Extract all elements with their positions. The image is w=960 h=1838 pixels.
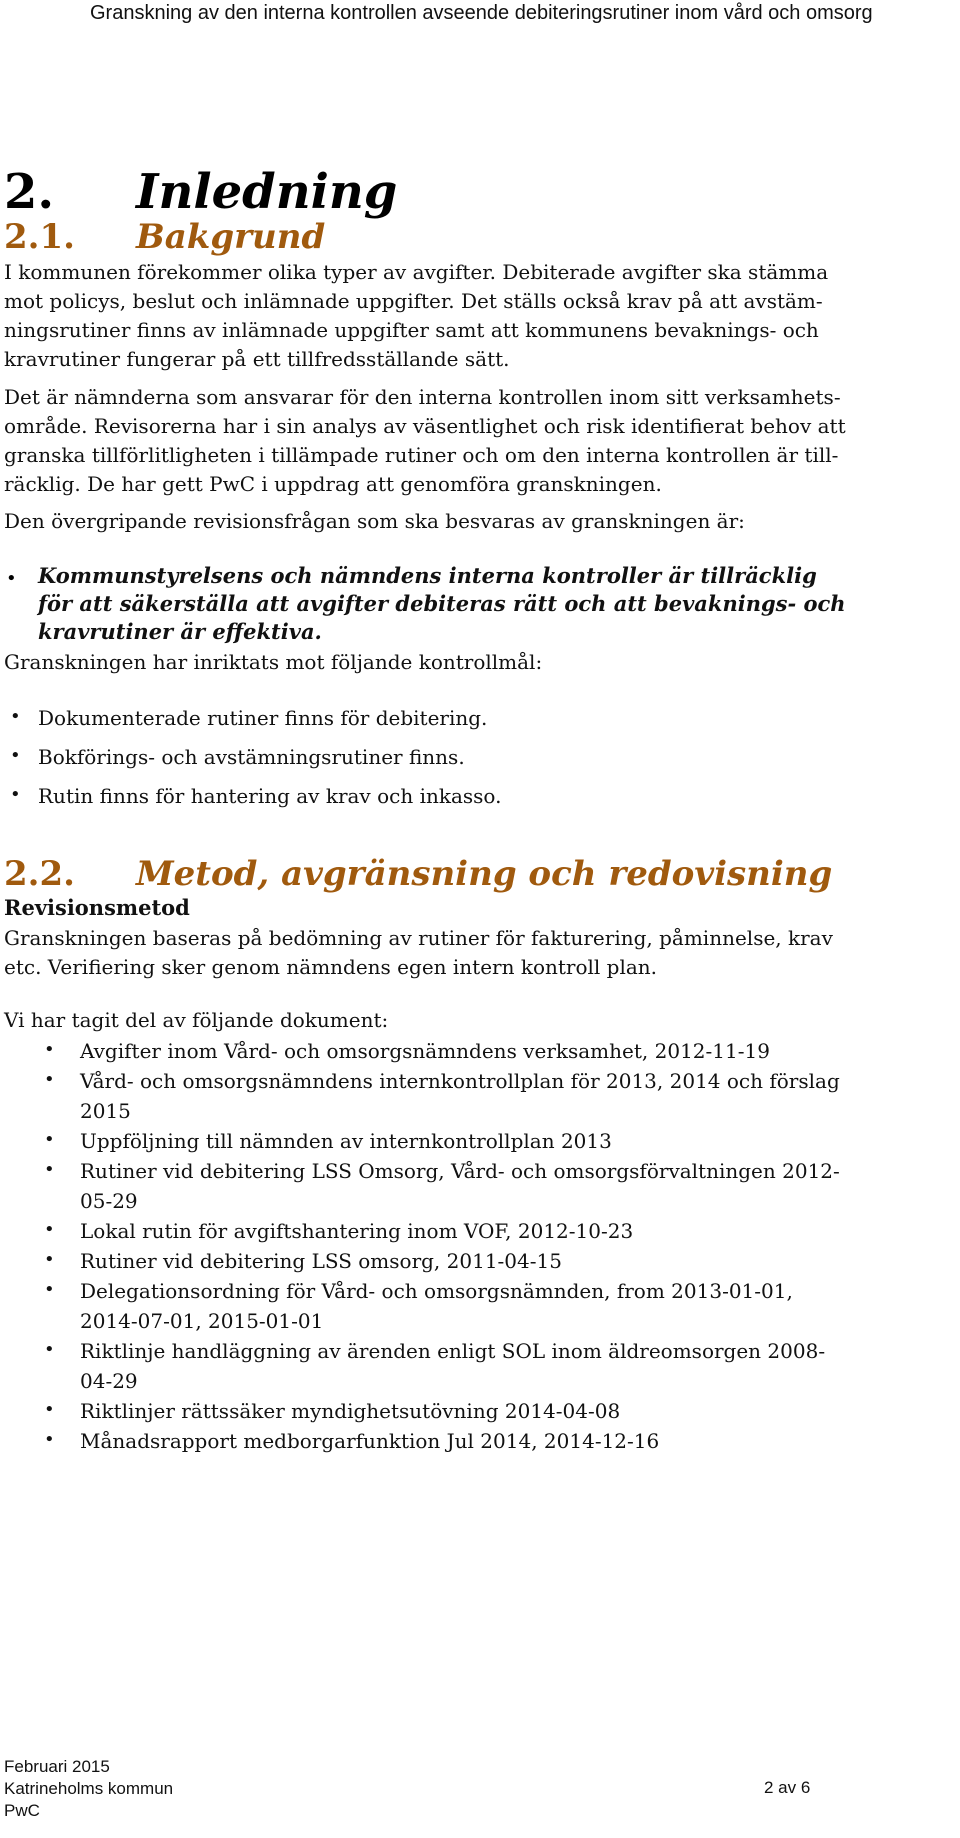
bullet-icon: • <box>44 1069 55 1090</box>
bullet-icon: • <box>6 568 17 589</box>
section-number: 2.2. <box>4 854 75 894</box>
footer-company: PwC <box>4 1801 40 1820</box>
audit-question-text: Kommunstyrelsens och nämndens interna kontroller är tillräcklig för att säkerställa att avgifter debiteras rätt och att bevaknings- och kravrutiner är effektiva. <box>38 563 846 644</box>
section-heading-bakgrund <box>4 217 326 257</box>
paragraph-audit-question-intro: Den övergripande revisionsfrågan som ska besvaras av granskningen är: <box>4 509 745 533</box>
bullet-icon: • <box>10 706 21 727</box>
subheading-revisionsmetod: Revisionsmetod <box>4 895 190 920</box>
bullet-icon: • <box>10 745 21 766</box>
paragraph-documents-intro: Vi har tagit del av följande dokument: <box>4 1008 389 1032</box>
section-title: Bakgrund <box>136 217 326 257</box>
bullet-icon: • <box>44 1129 55 1150</box>
bullet-icon: • <box>44 1429 55 1450</box>
chapter-number: 2. <box>4 164 55 220</box>
running-header: Granskning av den interna kontrollen avseende debiteringsrutiner inom vård och omsorg <box>90 2 873 24</box>
paragraph-background: I kommunen förekommer olika typer av avgifter. Debiterade avgifter ska stämma mot policys, beslut och inlämnade uppgifter. Det ställs också krav på att avstäm- ningsrutiner finns av inlämnade uppgifter samt att kommunens bevaknings- och kravrutiner fungerar på ett tillfredsställande sätt. <box>4 260 829 371</box>
paragraph-method: Granskningen baseras på bedömning av rutiner för fakturering, påminnelse, krav etc. Verifiering sker genom nämndens egen intern kontroll plan. <box>4 926 833 979</box>
bullet-icon: • <box>44 1159 55 1180</box>
footer-date: Februari 2015 <box>4 1757 110 1776</box>
bullet-icon: • <box>44 1039 55 1060</box>
section-number: 2.1. <box>4 217 75 257</box>
paragraph-responsibility: Det är nämnderna som ansvarar för den interna kontrollen inom sitt verksamhets- område. Revisorerna har i sin analys av väsentlighet och risk identifierat behov att granska tillförlitligheten i tillämpade rutiner och om den interna kontrollen är till- räcklig. De har gett PwC i uppdrag att genomföra granskningen. <box>4 385 846 496</box>
document-page: Granskning av den interna kontrollen avseende debiteringsrutiner inom vård och omsorg 2. Inledning 2.1. Bakgrund I kommunen förekommer olika typer av avgifter. Debiterade avgifter ska stämma mot policys, beslut och inlämnade uppgifter. Det ställs också krav på att avstäm- ningsrutiner finns av inlämnade uppgifter samt att kommunens bevaknings- och kravrutiner fungerar på ett tillfredsställande sätt. Det är nämnderna som ansvarar för den interna kontrollen inom sitt verksamhets- område. Revisorerna har i sin analys av väsentlighet och risk identifierat behov att granska tillförlitligheten i tillämpade rutiner och om den interna kontrollen är till- räcklig. De har gett PwC i uppdrag att genomföra granskningen. Den övergripande revisionsfrågan som ska besvaras av granskningen är: • Kommunstyrelsens och nämndens interna kontroller är tillräcklig för att säkerställa att avgifter debiteras rätt och att bevaknings- och kravrutiner är effektiva. Granskningen har inriktats mot följande kontrollmål: • Dokumenterade rutiner finns för debitering. • Bokförings- och avstämningsrutiner finns. • Rutin finns för hantering av krav och inkasso. 2.2. Metod, avgränsning och redovisning Revisionsmetod Granskningen baseras på bedömning av rutiner för fakturering, påminnelse, krav etc. Verifiering sker genom nämndens egen intern kontroll plan. Vi har tagit del av följande dokument: • Avgifter inom Vård- och omsorgsnämndens verksamhet, 2012-11-19 • Vård- och omsorgsnämndens internkontrollplan för 2013, 2014 och förslag 2015 • Uppföljning till nämnden av internkontrollplan 2013 • Rutiner vid debitering LSS Omsorg, Vård- och omsorgsförvaltningen 2012- 05-29 • Lokal rutin för avgiftshantering inom VOF, 2012-10-23 • Rutiner vid debitering LSS omsorg, 2011-04-15 • Delegationsordning för Vård- och omsorgsnämnden, from 2013-01-01, 2014-07-01, 2015-01-01 • Riktlinje handläggning av ärenden enligt SOL inom äldreomsorgen 2008- 04-29 • Riktlinjer rättssäker myndighetsutövning 2014-04-08 • Månadsrapport medborgarfunktion Jul 2014, 2014-12-16 Februari 2015 Katrineholms kommun PwC 2 av 6 <box>0 0 960 1838</box>
chapter-heading <box>4 164 398 220</box>
footer-organization: Katrineholms kommun <box>4 1779 174 1798</box>
chapter-title: Inledning <box>136 164 398 220</box>
bullet-icon: • <box>44 1399 55 1420</box>
bullet-icon: • <box>44 1339 55 1360</box>
paragraph-control-goals-intro: Granskningen har inriktats mot följande kontrollmål: <box>4 650 543 674</box>
bullet-icon: • <box>44 1249 55 1270</box>
bullet-icon: • <box>10 784 21 805</box>
page-number: 2 av 6 <box>764 1778 811 1797</box>
section-title: Metod, avgränsning och redovisning <box>136 854 833 894</box>
section-heading-metod <box>4 854 833 894</box>
bullet-icon: • <box>44 1279 55 1300</box>
bullet-icon: • <box>44 1219 55 1240</box>
